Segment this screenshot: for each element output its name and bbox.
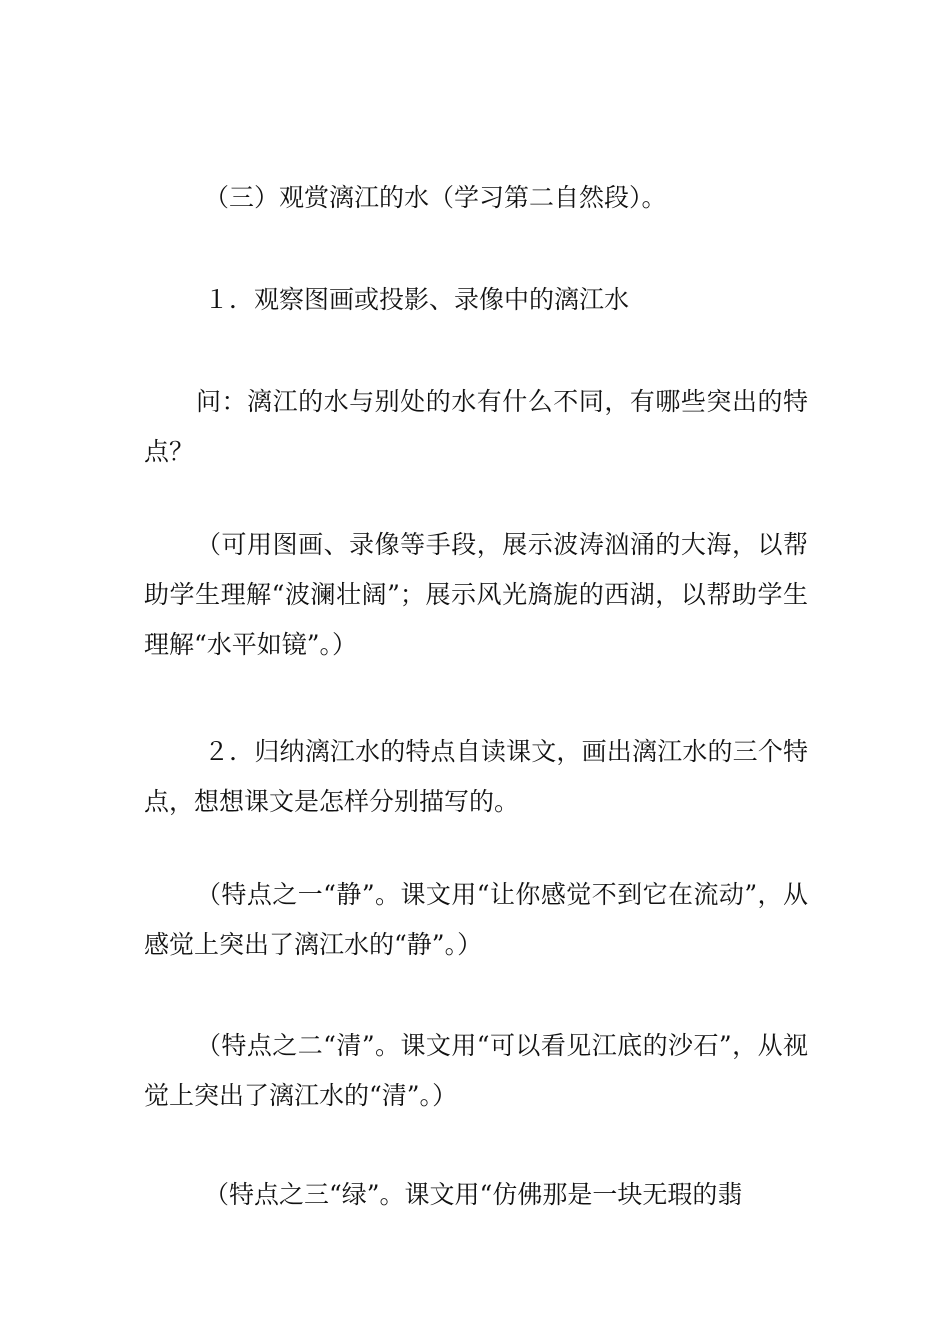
question-paragraph: 问：漓江的水与别处的水有什么不同，有哪些突出的特点？	[144, 387, 808, 466]
section-heading: （三）观赏漓江的水（学习第二自然段）。	[204, 183, 667, 212]
teaching-note-paragraph: （可用图画、录像等手段，展示波涛汹涌的大海，以帮助学生理解“波澜壮阔”；展示风光旖旎的西湖，以帮助学生理解“水平如镜”。）	[144, 530, 808, 659]
step-two-paragraph: ２．归纳漓江水的特点自读课文，画出漓江水的三个特点，想想课文是怎样分别描写的。	[144, 737, 808, 816]
feature-one-paragraph: （特点之一“静”。课文用“让你感觉不到它在流动”，从感觉上突出了漓江水的“静”。）	[144, 880, 808, 959]
feature-two-paragraph: （特点之二“清”。课文用“可以看见江底的沙石”，从视觉上突出了漓江水的“清”。）	[144, 1031, 808, 1110]
feature-three-paragraph: （特点之三“绿”。课文用“仿佛那是一块无瑕的翡	[204, 1180, 743, 1209]
step-one-heading: １．观察图画或投影、录像中的漓江水	[204, 285, 630, 314]
